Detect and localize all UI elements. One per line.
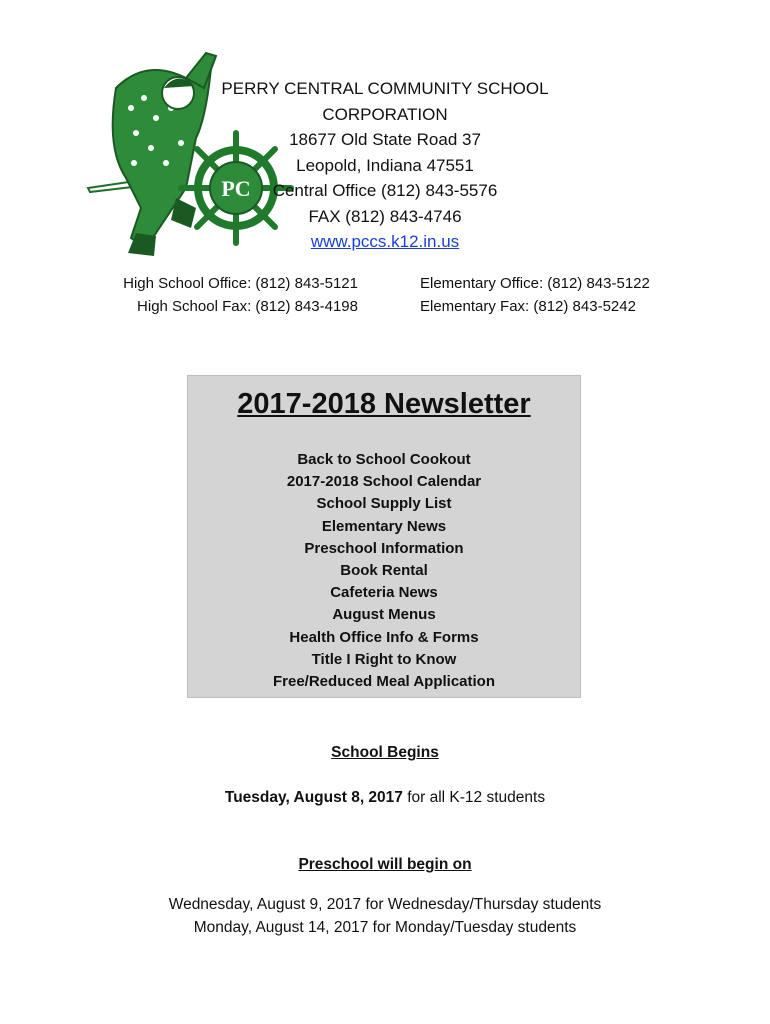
elementary-fax: Elementary Fax: (812) 843-5242 (420, 298, 636, 315)
list-item: Free/Reduced Meal Application (273, 673, 495, 691)
preschool-label: Preschool will begin on (298, 856, 472, 873)
high-school-office: High School Office: (812) 843-5121 (123, 275, 358, 292)
newsletter-box (187, 375, 581, 698)
address-line-2: Leopold, Indiana 47551 (296, 155, 474, 175)
newsletter-title: 2017-2018 Newsletter (237, 388, 531, 420)
list-item: 2017-2018 School Calendar (286, 473, 482, 491)
preschool-dates (0, 893, 770, 939)
school-begins-date-line (0, 789, 770, 807)
school-begins-label: School Begins (331, 744, 439, 761)
elementary-contacts (420, 272, 680, 318)
fax-number: FAX (812) 843-4746 (308, 206, 462, 226)
school-begins-heading (0, 744, 770, 762)
list-item: Back to School Cookout (297, 451, 471, 468)
preschool-heading (0, 856, 770, 874)
list-item: Preschool Information (304, 539, 464, 557)
high-school-contacts (98, 272, 358, 318)
list-item: School Supply List (316, 495, 452, 513)
preschool-date-1: Wednesday, August 9, 2017 for Wednesday/Thursday students (168, 896, 602, 913)
org-name: PERRY CENTRAL COMMUNITY SCHOOL CORPORATION (221, 79, 549, 124)
list-item: Title I Right to Know (311, 650, 457, 668)
high-school-fax: High School Fax: (812) 843-4198 (137, 298, 358, 315)
website-link[interactable]: www.pccs.k12.in.us (310, 232, 460, 251)
school-begins-detail: for all K-12 students (402, 789, 546, 806)
list-item: Cafeteria News (330, 584, 438, 602)
list-item: Elementary News (321, 517, 447, 535)
svg-text:PC: PC (221, 176, 251, 201)
newsletter-contents (188, 449, 580, 693)
list-item: Book Rental (340, 562, 428, 580)
list-item: Health Office Info & Forms (289, 628, 479, 646)
letterhead (220, 76, 550, 255)
preschool-date-2: Monday, August 14, 2017 for Monday/Tuesday students (193, 919, 577, 936)
school-begins-date: Tuesday, August 8, 2017 (224, 789, 403, 806)
central-office-phone: Central Office (812) 843-5576 (272, 181, 498, 200)
list-item: August Menus (332, 606, 436, 624)
elementary-office: Elementary Office: (812) 843-5122 (420, 275, 650, 292)
address-line-1: 18677 Old State Road 37 (289, 130, 481, 149)
